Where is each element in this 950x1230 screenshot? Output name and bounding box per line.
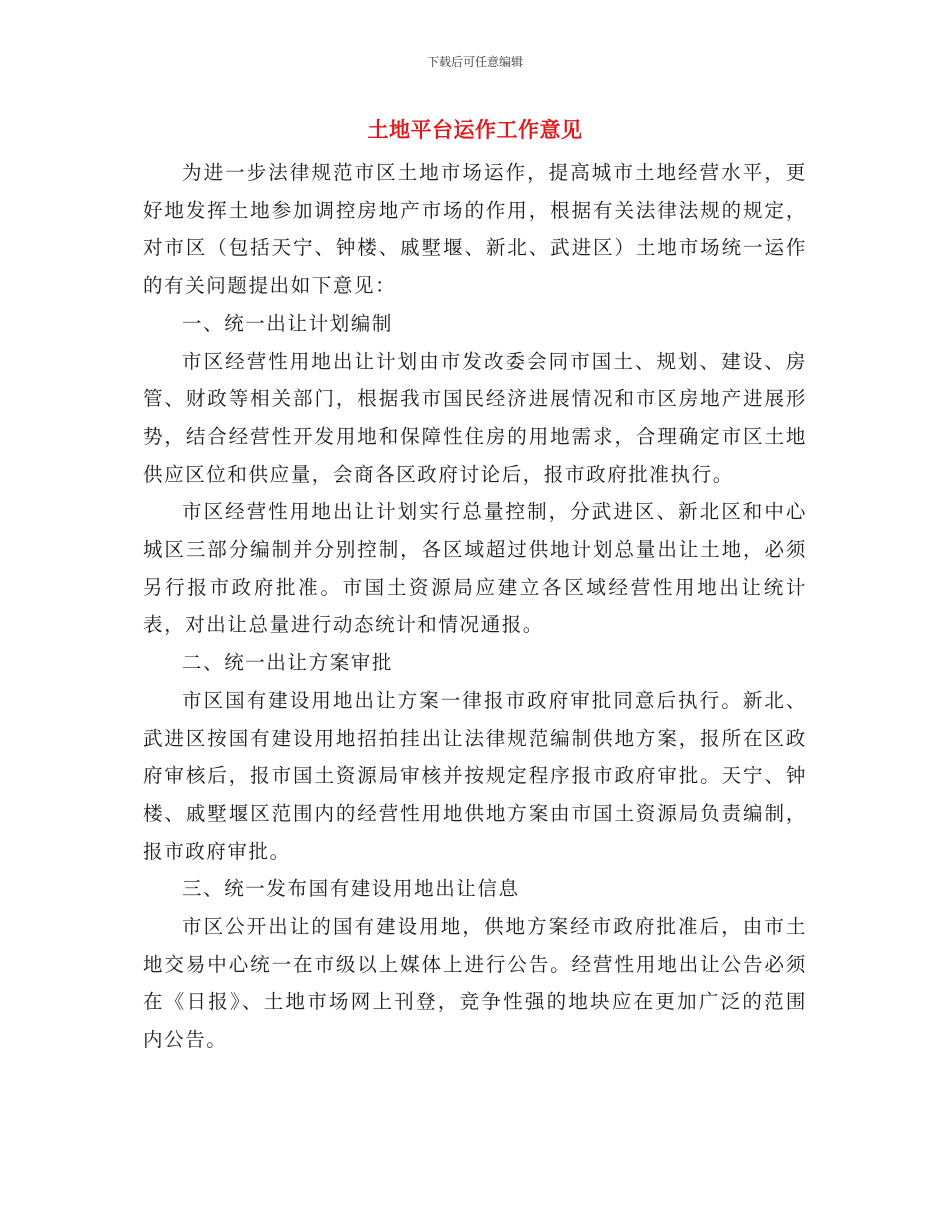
paragraph-3a: 市区公开出让的国有建设用地，供地方案经市政府批准后，由市土地交易中心统一在市级以上媒体上进行公告。经营性用地出让公告必须在《日报》、土地市场网上刊登，竞争性强的地块应在更加广泛的范围内公告。 xyxy=(143,915,807,1052)
page-header-note: 下载后可任意编辑 xyxy=(426,55,523,69)
section-heading-1: 一、统一出让计划编制 xyxy=(182,311,394,335)
document-body xyxy=(143,154,807,1059)
paragraph-1a: 市区经营性用地出让计划由市发改委会同市国土、规划、建设、房管、财政等相关部门，根据我市国民经济进展情况和市区房地产进展形势，结合经营性开发用地和保障性住房的用地需求，合理确定市区土地供应区位和供应量，会商各区政府讨论后，报市政府批准执行。 xyxy=(143,349,807,486)
document-title: 土地平台运作工作意见 xyxy=(367,118,583,142)
paragraph-2a: 市区国有建设用地出让方案一律报市政府审批同意后执行。新北、武进区按国有建设用地招拍挂出让法律规范编制供地方案，报所在区政府审核后，报市国土资源局审核并按规定程序报市政府审批。天宁、钟楼、戚墅堰区范围内的经营性用地供地方案由市国土资源局负责编制，报市政府审批。 xyxy=(143,688,807,863)
paragraph-1b: 市区经营性用地出让计划实行总量控制，分武进区、新北区和中心城区三部分编制并分别控制，各区域超过供地计划总量出让土地，必须另行报市政府批准。市国土资源局应建立各区域经营性用地出让统计表，对出让总量进行动态统计和情况通报。 xyxy=(143,500,807,637)
section-heading-3: 三、统一发布国有建设用地出让信息 xyxy=(182,877,520,901)
paragraph-intro: 为进一步法律规范市区土地市场运作，提高城市土地经营水平，更好地发挥土地参加调控房地产市场的作用，根据有关法律法规的规定，对市区（包括天宁、钟楼、戚墅堰、新北、武进区）土地市场统一运作的有关问题提出如下意见： xyxy=(143,161,807,298)
section-heading-2: 二、统一出让方案审批 xyxy=(182,651,394,675)
